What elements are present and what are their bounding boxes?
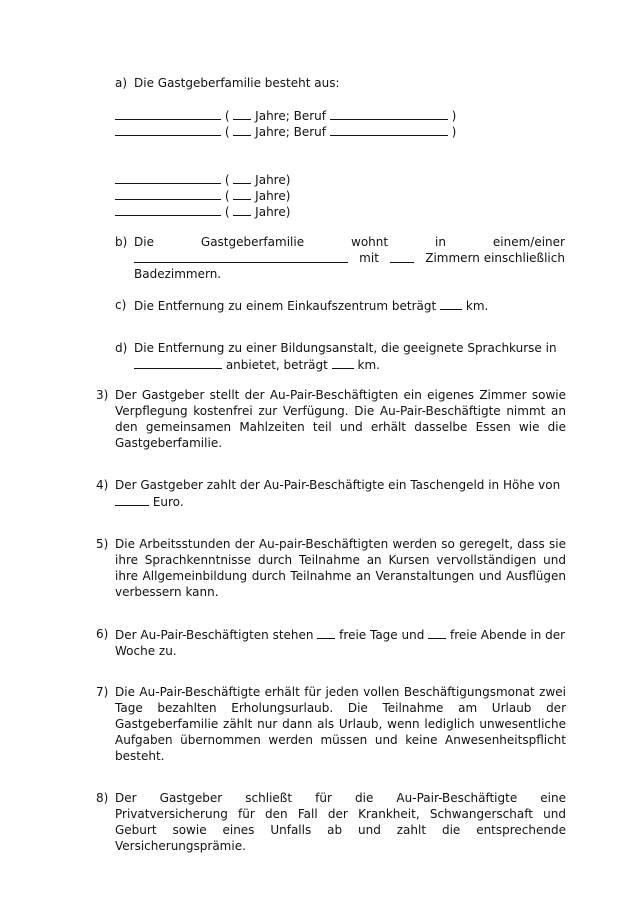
item-d: [115, 340, 565, 373]
clause-6: [96, 626, 566, 659]
name-blank[interactable]: [115, 107, 221, 120]
language-blank[interactable]: [134, 356, 222, 369]
clause-8: [96, 790, 566, 854]
clause-5-label: 5): [96, 537, 109, 551]
clause-7-label: 7): [96, 685, 109, 699]
name-blank[interactable]: [115, 203, 221, 216]
name-blank[interactable]: [115, 171, 221, 184]
item-c-label: c): [115, 298, 127, 312]
name-blank[interactable]: [115, 187, 221, 200]
shopping-distance-blank[interactable]: [440, 297, 462, 310]
parent-row: ( Jahre; Beruf ): [115, 123, 456, 139]
clause-6-text: Der Au-Pair-Beschäftigten stehen freie Tage und freie Abende in der Woche zu.: [115, 628, 566, 658]
clause-7-text: Die Au-Pair-Beschäftigte erhält für jeden vollen Beschäftigungsmonat zwei Tage bezahlten Erholungsurlaub. Die Teilnahme am Urlaub der Gastgeberfamilie zählt nur dann als Urlaub, wenn lediglich unwesentliche Aufgaben übernommen werden müssen und keine Anwesenheitspflicht besteht.: [115, 685, 566, 763]
item-b-label: b): [115, 235, 128, 249]
pocket-money-blank[interactable]: [115, 493, 149, 506]
clause-8-text: Der Gastgeber schließt für die Au-Pair-Beschäftigte eine Privatversicherung für den Fall der Krankheit, Schwangerschaft und Geburt sowie eines Unfalls ab und zahlt die entsprechende Versicherungsprämie.: [115, 791, 566, 853]
job-blank[interactable]: [330, 123, 448, 136]
item-a: [115, 75, 565, 91]
age-blank[interactable]: [233, 107, 251, 120]
clause-8-label: 8): [96, 791, 109, 805]
parent-row: ( Jahre; Beruf ): [115, 107, 456, 123]
free-evenings-blank[interactable]: [428, 626, 446, 639]
item-b: [115, 234, 565, 282]
item-d-label: d): [115, 341, 128, 355]
clause-6-label: 6): [96, 627, 109, 641]
child-row: ( Jahre): [115, 203, 290, 219]
school-distance-blank[interactable]: [332, 356, 354, 369]
clause-4-text: Der Gastgeber zahlt der Au-Pair-Beschäftigte ein Taschengeld in Höhe von Euro.: [115, 478, 561, 509]
age-blank[interactable]: [233, 171, 251, 184]
free-days-blank[interactable]: [317, 626, 335, 639]
clause-5-text: Die Arbeitsstunden der Au-pair-Beschäftigten werden so geregelt, dass sie ihre Sprachkenntnisse durch Teilnahme an Kursen vervollständigen und ihre Allgemeinbildung durch Teilnahme an Veranstaltungen und Ausflügen verbessern kann.: [115, 537, 566, 599]
name-blank[interactable]: [115, 123, 221, 136]
item-d-text: Die Entfernung zu einer Bildungsanstalt, die geeignete Sprachkurse in anbietet, beträgt km.: [134, 341, 557, 372]
clause-5: [96, 536, 566, 600]
age-blank[interactable]: [233, 203, 251, 216]
item-a-text: Die Gastgeberfamilie besteht aus:: [134, 76, 340, 90]
family-children-fields: [115, 171, 290, 219]
job-blank[interactable]: [330, 107, 448, 120]
clause-3-text: Der Gastgeber stellt der Au-Pair-Beschäftigten ein eigenes Zimmer sowie Verpflegung kostenfrei zur Verfügung. Die Au-Pair-Beschäftigte nimmt an den gemeinsamen Mahlzeiten teil und erhält dasselbe Essen wie die Gastgeberfamilie.: [115, 388, 566, 450]
clause-3: [96, 387, 566, 451]
clause-7: [96, 684, 566, 764]
child-row: ( Jahre): [115, 171, 290, 187]
residence-type-blank[interactable]: [134, 250, 348, 263]
clause-4-label: 4): [96, 478, 109, 492]
child-row: ( Jahre): [115, 187, 290, 203]
family-parents-fields: [115, 107, 456, 139]
clause-3-label: 3): [96, 388, 109, 402]
item-c-text: Die Entfernung zu einem Einkaufszentrum beträgt km.: [134, 299, 489, 313]
room-count-blank[interactable]: [390, 250, 414, 263]
item-b-text: Die Gastgeberfamilie wohnt in einem/einer mit Zimmern einschließlich Badezimmern.: [134, 235, 565, 281]
item-a-label: a): [115, 76, 128, 90]
item-c: [115, 297, 565, 314]
age-blank[interactable]: [233, 187, 251, 200]
clause-4: [96, 477, 566, 510]
age-blank[interactable]: [233, 123, 251, 136]
